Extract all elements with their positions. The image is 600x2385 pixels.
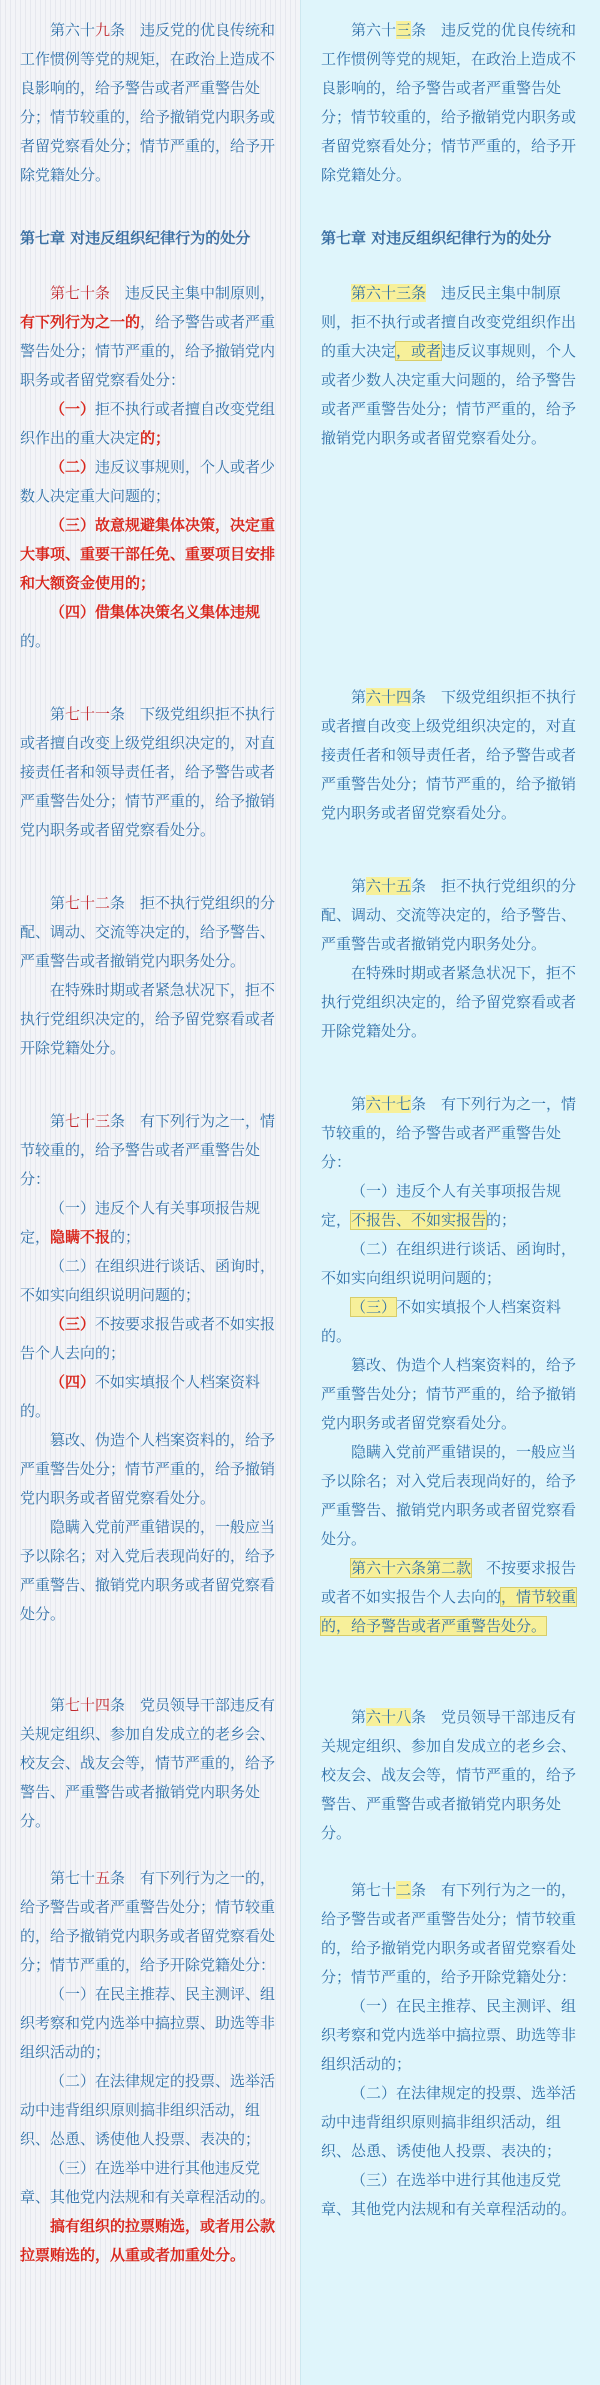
article-text: 条 有下列行为之一，情节较重的，给予警告或者严重警告处分： — [321, 1095, 577, 1171]
article-68 — [321, 1703, 582, 1848]
article-text: 条 违反党的优良传统和工作惯例等党的规矩，在政治上造成不良影响的，给予警告或者严重警告处分；情节较重的，给予撤销党内职务或者留党察看处分；情节严重的，给予开除党籍处分。 — [321, 21, 577, 184]
added-text: 隐瞒不报 — [50, 1228, 111, 1246]
deleted-text: ，或者 — [396, 342, 442, 360]
article-prefix: 第六十 — [351, 21, 397, 39]
article-67 — [321, 1090, 582, 1641]
item-number: （三） — [50, 1315, 96, 1333]
paragraph: 隐瞒入党前严重错误的，一般应当予以除名；对入党后表现尚好的，给予严重警告、撤销党内职务或者留党察看处分。 — [20, 1518, 276, 1623]
article-text: ，给予警告或者严重警告处分；情节严重的，给予撤销党内职务或者留党察看处分： — [20, 313, 276, 389]
article-71 — [20, 700, 282, 845]
deleted-text: ，情节较重的，给予警告或者严重警告处分。 — [321, 1588, 577, 1635]
article-72 — [20, 889, 282, 1063]
article-72-old — [321, 1876, 582, 2224]
item-text: 不按要求报告或者不如实报告个人去向的 — [20, 1315, 276, 1362]
item-text: （二）在法律规定的投票、选举活动中违背组织原则搞非组织活动，组织、怂恿、诱使他人投票、表决的； — [20, 2072, 276, 2148]
article-text: 条 有下列行为之一，情节较重的，给予警告或者严重警告处分： — [20, 1112, 276, 1188]
article-text: 条 有下列行为之一的，给予警告或者严重警告处分；情节较重的，给予撤销党内职务或者留党察看处分；情节严重的，给予开除党籍处分： — [321, 1881, 577, 1986]
article-75 — [20, 1864, 282, 2270]
article-number-change: 六十七 — [366, 1095, 412, 1113]
paragraph: 篡改、伪造个人档案资料的，给予严重警告处分；情节严重的，给予撤销党内职务或者留党察看处分。 — [321, 1356, 577, 1432]
article-text: 违反民主集中制原则， — [110, 284, 276, 302]
item-text: ； — [110, 1344, 126, 1362]
item-text: 不如实填报个人档案资料的。 — [20, 1373, 261, 1420]
added-paragraph: 搞有组织的拉票贿选，或者用公款拉票贿选的，从重或者加重处分。 — [20, 2217, 276, 2264]
item-text: （一）违反个人有关事项报告规定， — [321, 1182, 562, 1229]
deleted-text: 不报告、不如实报告 — [351, 1211, 487, 1229]
article-prefix: 第 — [50, 894, 66, 912]
item-text: （三）在选举中进行其他违反党章、其他党内法规和有关章程活动的。 — [321, 2171, 577, 2218]
chapter-heading: 第七章 对违反组织纪律行为的处分 — [321, 229, 552, 247]
article-text: 违反民主集中制原则，拒不执行或者擅自改变党组织作出的重大决定 — [321, 284, 577, 360]
article-64 — [321, 683, 582, 828]
article-prefix: 第 — [351, 1708, 367, 1726]
article-number-change: 六十五 — [366, 877, 412, 895]
item-text: 的； — [110, 1228, 141, 1246]
chapter-heading: 第七章 对违反组织纪律行为的处分 — [20, 229, 251, 247]
article-prefix: 第七十 — [351, 1881, 397, 1899]
article-text: 条 党员领导干部违反有关规定组织、参加自发成立的老乡会、校友会、战友会等，情节严重的，给予警告、严重警告或者撤销党内职务处分。 — [20, 1696, 276, 1830]
paragraph: 隐瞒入党前严重错误的，一般应当予以除名；对入党后表现尚好的，给予严重警告、撤销党内职务或者留党察看处分。 — [321, 1443, 577, 1548]
article-70 — [20, 279, 282, 656]
item-text: （二）在法律规定的投票、选举活动中违背组织原则搞非组织活动，组织、怂恿、诱使他人投票、表决的； — [321, 2084, 577, 2160]
item-number: （四） — [50, 1373, 96, 1391]
article-prefix: 第 — [50, 1696, 66, 1714]
article-number: 第六十三条 — [351, 284, 427, 302]
article-prefix: 第 — [351, 877, 367, 895]
article-number-change: 三 — [396, 21, 412, 39]
article-number-change: 五 — [95, 1869, 111, 1887]
item-text: 不如实填报个人档案资料的。 — [321, 1298, 562, 1345]
item-number: （三） — [351, 1298, 397, 1316]
item-text: 违反议事规则，个人或者少数人决定重大问题的； — [20, 458, 276, 505]
article-prefix: 第六十 — [50, 21, 96, 39]
old-version-column — [300, 0, 600, 2385]
item-text: （三）在选举中进行其他违反党章、其他党内法规和有关章程活动的。 — [20, 2159, 276, 2206]
item-text: 的； — [486, 1211, 517, 1229]
article-69 — [20, 16, 282, 190]
item-number: （二） — [50, 458, 96, 476]
article-74 — [20, 1691, 282, 1836]
item-text: （二）在组织进行谈话、函询时，不如实向组织说明问题的； — [321, 1240, 577, 1287]
article-prefix: 第七十 — [50, 1869, 96, 1887]
article-number-change: 六十四 — [366, 688, 412, 706]
article-text: 条 下级党组织拒不执行或者擅自改变上级党组织决定的，对直接责任者和领导责任者，给予警告或者严重警告处分；情节严重的，给予撤销党内职务或者留党察看处分。 — [20, 705, 276, 839]
article-text: 违反议事规则，个人或者少数人决定重大问题的，给予警告或者严重警告处分；情节严重的，给予撤销党内职务或者留党察看处分。 — [321, 342, 577, 447]
item-text: （一）违反个人有关事项报告规定， — [20, 1199, 261, 1246]
article-number: 第七十条 — [50, 284, 111, 302]
article-text: 条 党员领导干部违反有关规定组织、参加自发成立的老乡会、校友会、战友会等，情节严重的，给予警告、严重警告或者撤销党内职务处分。 — [321, 1708, 577, 1842]
article-number-change: 二 — [396, 1881, 412, 1899]
article-65 — [321, 872, 582, 1046]
article-text: 条 下级党组织拒不执行或者擅自改变上级党组织决定的，对直接责任者和领导责任者，给予警告或者严重警告处分；情节严重的，给予撤销党内职务或者留党察看处分。 — [321, 688, 577, 822]
article-73 — [20, 1107, 282, 1629]
item-text: （二）在组织进行谈话、函询时，不如实向组织说明问题的； — [20, 1257, 276, 1304]
item-text: 的。 — [20, 632, 51, 650]
article-prefix: 第 — [50, 705, 66, 723]
added-text: 的； — [140, 429, 171, 447]
added-text: 有下列行为之一的 — [20, 313, 141, 331]
article-number-change: 六十八 — [366, 1708, 412, 1726]
article-number-change: 九 — [95, 21, 111, 39]
article-text: 不按要求报告或者不如实报告个人去向的 — [321, 1559, 577, 1606]
article-63-old — [321, 279, 582, 453]
article-text: 条 违反党的优良传统和工作惯例等党的规矩，在政治上造成不良影响的，给予警告或者严重警告处分；情节较重的，给予撤销党内职务或者留党察看处分；情节严重的，给予开除党籍处分。 — [20, 21, 276, 184]
article-reference: 第六十六条第二款 — [351, 1559, 472, 1577]
item-text: 拒不执行或者擅自改变党组织作出的重大决定 — [20, 400, 276, 447]
paragraph: 在特殊时期或者紧急状况下，拒不执行党组织决定的，给予留党察看或者开除党籍处分。 — [321, 964, 577, 1040]
article-number-change: 七十二 — [65, 894, 111, 912]
article-prefix: 第 — [351, 1095, 367, 1113]
added-item: （三）故意规避集体决策，决定重大事项、重要干部任免、重要项目安排和大额资金使用的； — [20, 516, 276, 592]
article-number-change: 七十三 — [65, 1112, 111, 1130]
paragraph: 篡改、伪造个人档案资料的，给予严重警告处分；情节严重的，给予撤销党内职务或者留党察看处分。 — [20, 1431, 276, 1507]
item-number: （一） — [50, 400, 96, 418]
article-63 — [321, 16, 582, 190]
article-text: 条 拒不执行党组织的分配、调动、交流等决定的，给予警告、严重警告或者撤销党内职务处分。 — [321, 877, 577, 953]
article-text: 条 有下列行为之一的，给予警告或者严重警告处分；情节较重的，给予撤销党内职务或者留党察看处分；情节严重的，给予开除党籍处分： — [20, 1869, 276, 1974]
paragraph: 在特殊时期或者紧急状况下，拒不执行党组织决定的，给予留党察看或者开除党籍处分。 — [20, 981, 276, 1057]
item-text: （一）在民主推荐、民主测评、组织考察和党内选举中搞拉票、助选等非组织活动的； — [321, 1997, 577, 2073]
added-item: （四）借集体决策名义集体违规 — [50, 603, 261, 621]
article-prefix: 第 — [351, 688, 367, 706]
article-prefix: 第 — [50, 1112, 66, 1130]
item-text: （一）在民主推荐、民主测评、组织考察和党内选举中搞拉票、助选等非组织活动的； — [20, 1985, 276, 2061]
article-number-change: 七十四 — [65, 1696, 111, 1714]
article-text: 条 拒不执行党组织的分配、调动、交流等决定的，给予警告、严重警告或者撤销党内职务处分。 — [20, 894, 276, 970]
article-number-change: 七十一 — [65, 705, 111, 723]
